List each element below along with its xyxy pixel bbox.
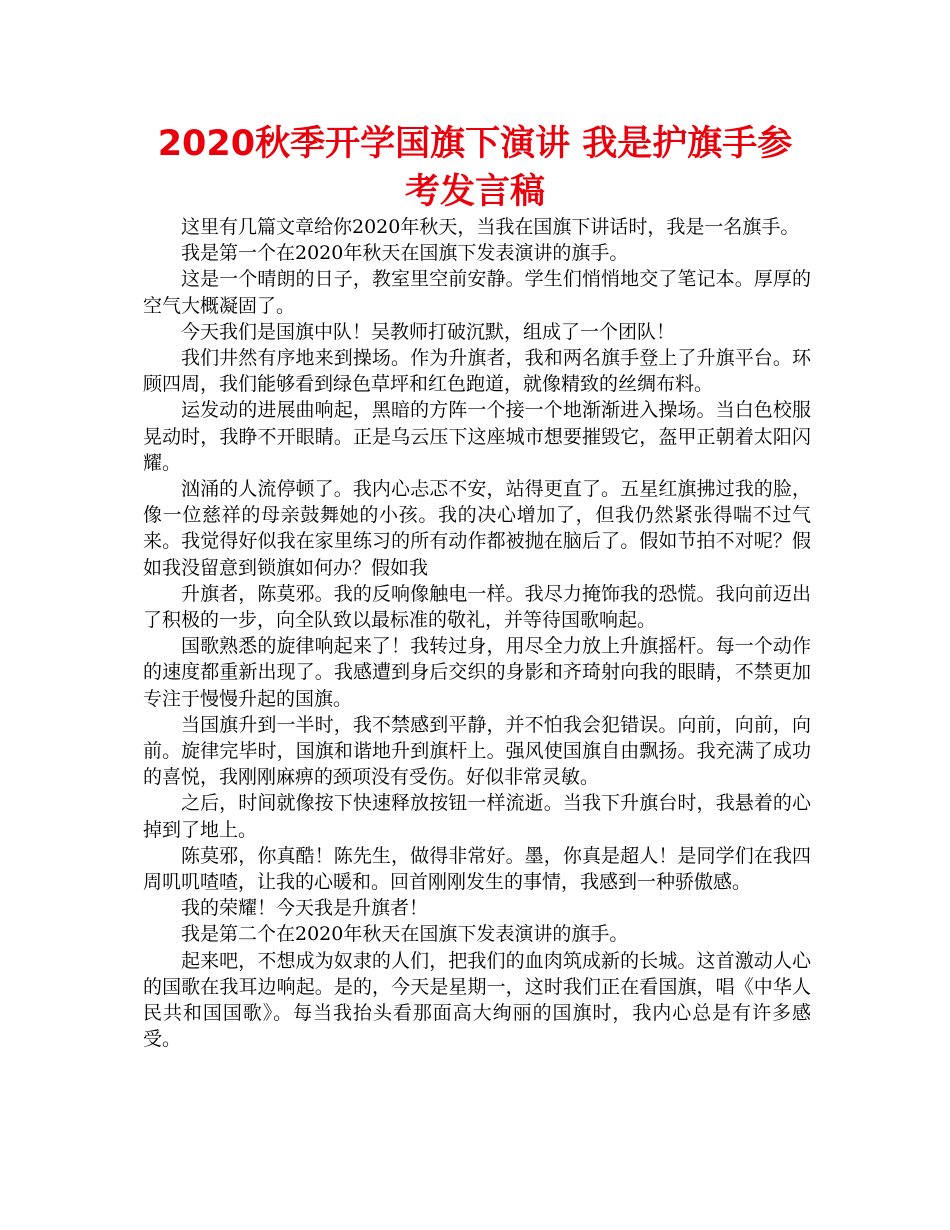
paragraph: 汹涌的人流停顿了。我内心忐忑不安，站得更直了。五星红旗拂过我的脸，像一位慈祥的母亲鼓舞她的小孩。我的决心增加了，但我仍然紧张得喘不过气来。我觉得好似我在家里练习的所有动作都被抛在脑后了。假如节拍不对呢？假如我没留意到锁旗如何办？假如我 [143, 478, 811, 579]
paragraph: 陈莫邪，你真酷！陈先生，做得非常好。墨，你真是超人！是同学们在我四周叽叽喳喳，让我的心暖和。回首刚刚发生的事情，我感到一种骄傲感。 [143, 844, 811, 894]
paragraph: 我的荣耀！今天我是升旗者！ [181, 897, 429, 920]
paragraph: 运发动的进展曲响起，黑暗的方阵一个接一个地渐渐进入操场。当白色校服晃动时，我睁不开眼睛。正是乌云压下这座城市想要摧毁它，盔甲正朝着太阳闪耀。 [143, 399, 811, 474]
paragraph: 之后，时间就像按下快速释放按钮一样流逝。当我下升旗台时，我悬着的心掉到了地上。 [143, 792, 811, 841]
paragraph: 今天我们是国旗中队！吴教师打破沉默，组成了一个团队！ [181, 320, 676, 343]
paragraph: 这里有几篇文章给你2020年秋天，当我在国旗下讲话时，我是一名旗手。 [181, 216, 800, 238]
paragraph: 升旗者，陈莫邪。我的反响像触电一样。我尽力掩饰我的恐慌。我向前迈出了积极的一步，向全队致以最标准的敬礼，并等待国歌响起。 [143, 582, 811, 632]
paragraph: 我是第二个在2020年秋天在国旗下发表演讲的旗手。 [181, 923, 629, 946]
paragraph: 当国旗升到一半时，我不禁感到平静，并不怕我会犯错误。向前，向前，向前。旋律完毕时，国旗和谐地升到旗杆上。强风使国旗自由飘扬。我充满了成功的喜悦，我刚刚麻痹的颈项没有受伤。好似非常灵敏。 [143, 713, 811, 789]
document-body [143, 214, 811, 1053]
paragraph: 我是第一个在2020年秋天在国旗下发表演讲的旗手。 [181, 242, 629, 265]
paragraph: 这是一个晴朗的日子，教室里空前安静。学生们悄悄地交了笔记本。厚厚的空气大概凝固了。 [143, 268, 811, 317]
paragraph: 我们井然有序地来到操场。作为升旗者，我和两名旗手登上了升旗平台。环顾四周，我们能够看到绿色草坪和红色跑道，就像精致的丝绸布料。 [143, 347, 811, 396]
paragraph: 国歌熟悉的旋律响起来了！我转过身，用尽全力放上升旗摇杆。每一个动作的速度都重新出现了。我感遭到身后交织的身影和齐琦射向我的眼睛，不禁更加专注于慢慢升起的国旗。 [143, 635, 811, 710]
paragraph: 起来吧，不想成为奴隶的人们，把我们的血肉筑成新的长城。这首激动人心的国歌在我耳边响起。是的，今天是星期一，这时我们正在看国旗，唱《中华人民共和国国歌》。每当我抬头看那面高大绚丽的国旗时，我内心总是有许多感受。 [143, 949, 811, 1051]
document-title: 2020秋季开学国旗下演讲 我是护旗手参考发言稿 [157, 124, 793, 212]
